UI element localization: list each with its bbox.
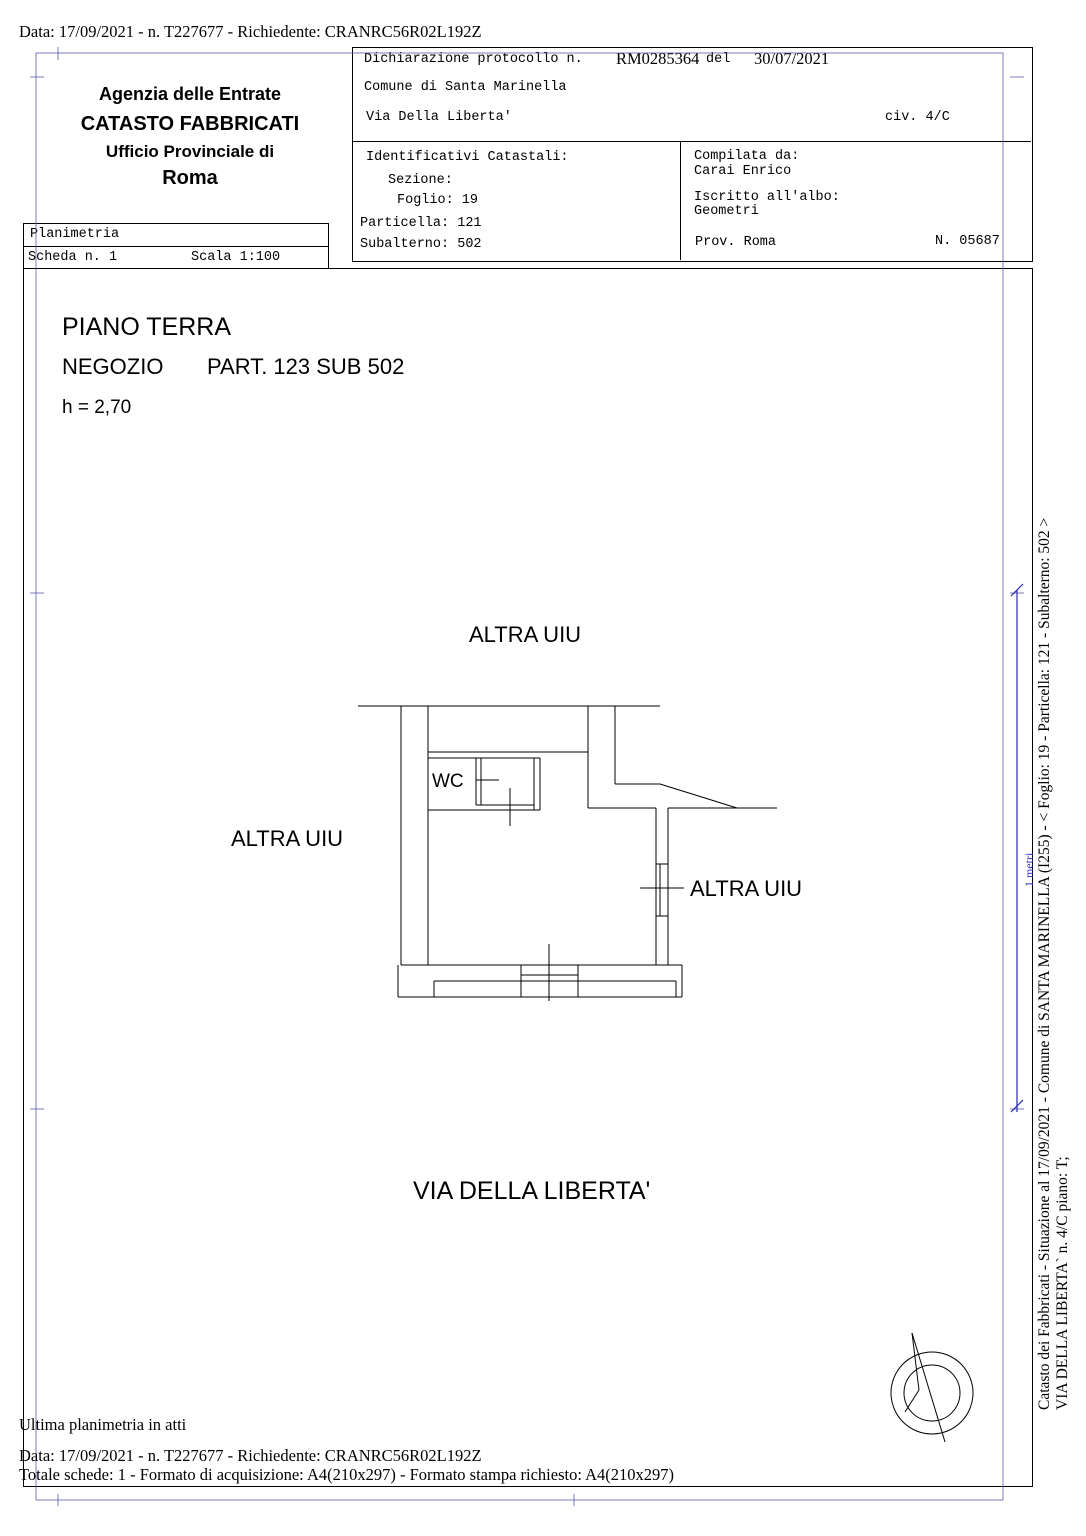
scheda-label: Scheda n. 1 <box>28 250 118 265</box>
floor-label: PIANO TERRA <box>62 313 232 341</box>
subalterno-label: Subalterno: 502 <box>360 237 482 252</box>
agency-name: Agenzia delle Entrate <box>98 84 282 104</box>
altra-uiu-left: ALTRA UIU <box>231 826 344 851</box>
albo-label: Geometri <box>694 204 759 219</box>
ultima-planimetria: Ultima planimetria in atti <box>19 1415 187 1434</box>
unit-type-label: NEGOZIO <box>62 354 164 379</box>
foglio-label: Foglio: 19 <box>397 193 479 208</box>
part-sub-label: PART. 123 SUB 502 <box>207 354 405 379</box>
footer-request-line: Data: 17/09/2021 - n. T227677 - Richiedente: CRANRC56R02L192Z <box>19 1446 482 1465</box>
del-label: del <box>706 52 731 67</box>
wc-label: WC <box>432 771 464 792</box>
compilata-label: Compilata da: <box>694 149 800 164</box>
street-label: VIA DELLA LIBERTA' <box>413 1177 651 1205</box>
compilatore-name: Carai Enrico <box>694 164 792 179</box>
prov-label: Prov. Roma <box>695 235 777 250</box>
catasto-title: CATASTO FABBRICATI <box>80 113 300 135</box>
civico-label: civ. 4/C <box>885 110 950 125</box>
side-address-line: VIA DELLA LIBERTA` n. 4/C piano: T; <box>1054 1156 1071 1410</box>
footer-totale-line: Totale schede: 1 - Formato di acquisizione: A4(210x297) - Formato stampa richiesto: A4(210x297) <box>19 1465 675 1484</box>
protocol-date: 30/07/2021 <box>754 49 830 68</box>
ufficio-label: Ufficio Provinciale di <box>105 142 275 161</box>
outer-margin-frame <box>30 47 1024 1506</box>
particella-label: Particella: 121 <box>360 216 482 231</box>
floor-plan-walls <box>358 706 777 1001</box>
scale-bar <box>1011 584 1023 1112</box>
comune-label: Comune di Santa Marinella <box>364 80 567 95</box>
iscritto-label: Iscritto all'albo: <box>694 190 840 205</box>
via-label: Via Della Liberta' <box>366 110 512 125</box>
provincia-name: Roma <box>162 167 218 189</box>
scale-bar-label: 1 metri <box>1022 852 1036 887</box>
scala-label: Scala 1:100 <box>191 250 281 265</box>
altra-uiu-right: ALTRA UIU <box>690 876 803 901</box>
height-label: h = 2,70 <box>62 397 132 418</box>
protocol-prefix: Dichiarazione protocollo n. <box>364 52 583 67</box>
north-arrow-icon <box>891 1333 973 1442</box>
protocol-number: RM0285364 <box>616 49 700 68</box>
identificativi-title: Identificativi Catastali: <box>366 150 569 165</box>
request-info-line: Data: 17/09/2021 - n. T227677 - Richiedente: CRANRC56R02L192Z <box>19 22 482 41</box>
sezione-label: Sezione: <box>388 173 453 188</box>
side-catasto-line: Catasto dei Fabbricati - Situazione al 17/09/2021 - Comune di SANTA MARINELLA (I255) - < Foglio: 19 - Particella: 121 - Subalterno: 502 > <box>1036 517 1053 1410</box>
albo-number: N. 05687 <box>935 234 1000 249</box>
altra-uiu-top: ALTRA UIU <box>469 622 582 647</box>
planimetria-label: Planimetria <box>30 227 120 242</box>
